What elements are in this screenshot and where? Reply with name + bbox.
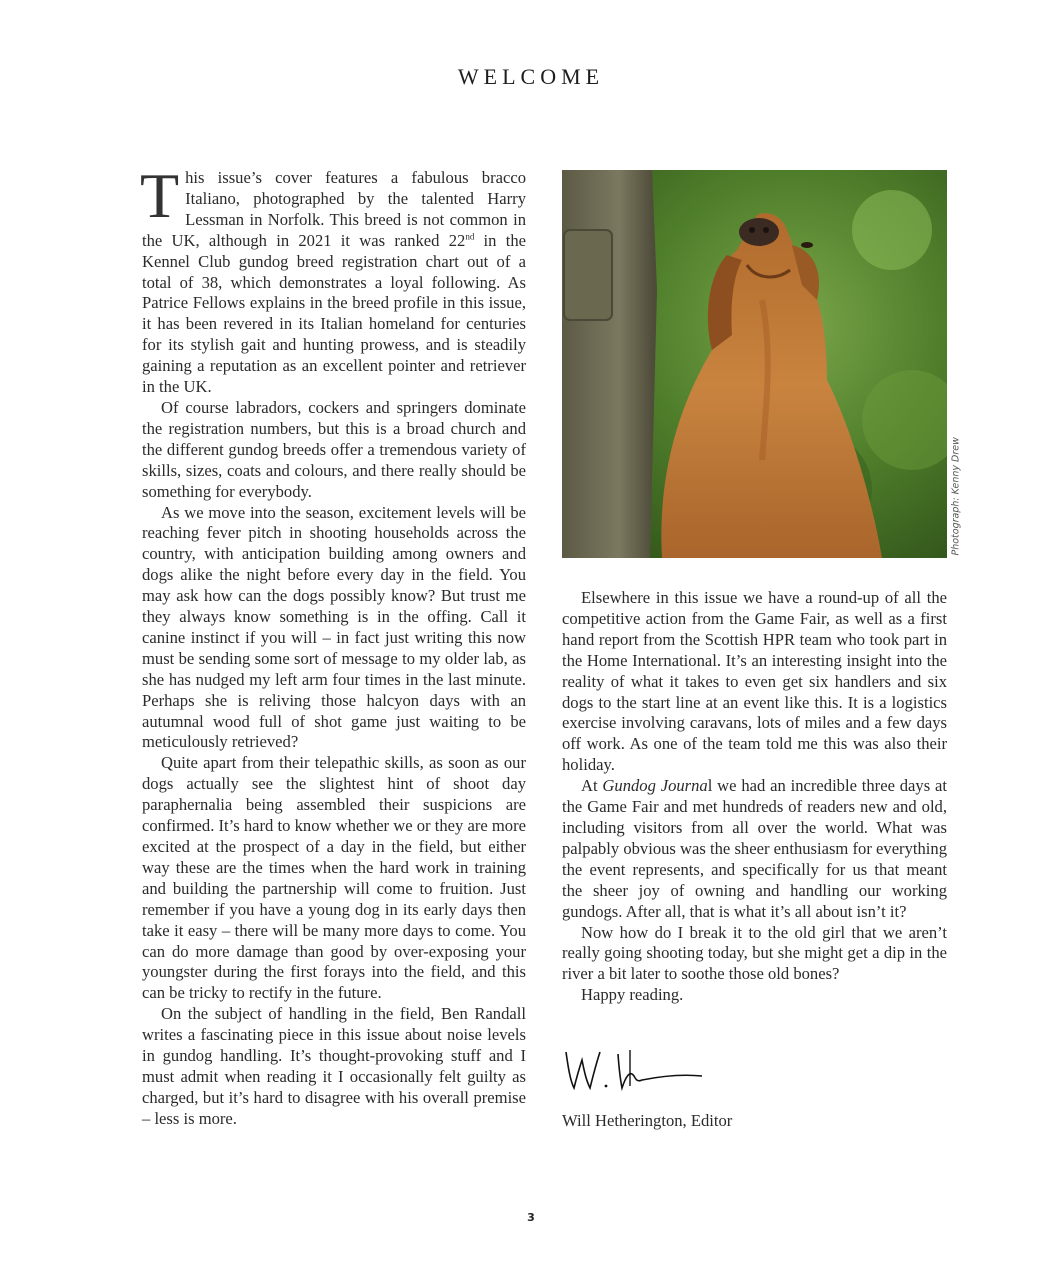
drop-cap: T [140, 160, 180, 231]
handwritten-signature [562, 1046, 707, 1096]
editor-name: Will Hetherington, Editor [562, 1111, 733, 1130]
photo-credit [946, 430, 966, 560]
dog-photo [562, 170, 947, 558]
intro-paragraph [140, 160, 526, 398]
paragraph: Now how do I break it to the old girl that we aren’t really going shooting today, but she might get a dip in the river a bit later to soothe those old bones? [562, 922, 947, 984]
paragraph: As we move into the season, excitement levels will be reaching fever pitch in shooting households across the country, with anticipation building among owners and dogs alike the night before every day in the field. You may ask how can the dogs possibly know? But trust me they always know something is in the offing. Call it canine instinct if you will – in fact just writing this now must be sending some sort of message to my older lab, as she has nudged my left arm four times in the last minute. Perhaps she is reliving those halcyon days with an autumnal wood full of shot game just waiting to be meticulously retrieved? [142, 502, 526, 752]
paragraph [562, 776, 947, 922]
paragraph: Quite apart from their telepathic skills, as soon as our dogs actually see the slightest hint of shoot day paraphernalia being assembled their suspicions are confirmed. It’s hard to know whether we or they are more excited at the prospect of a day in the field, but either way these are the times when the hard work in training and building the partnership will come to fruition. Just remember if you have a young dog in its early days then take it easy – there will be many more days to come. You can do more damage than good by over-exposing your youngster during the first forays into the field, and this can be tricky to rectify in the future. [142, 753, 526, 1003]
paragraph: On the subject of handling in the field, Ben Randall writes a fascinating piece in this issue about noise levels in gundog handling. It’s thought-provoking stuff and I must admit when reading it I occasionally felt guilty as charged, but it’s hard to disagree with his overall premise – less is more. [142, 1004, 526, 1128]
paragraph: Happy reading. [581, 985, 684, 1005]
intro-text-end: in the Kennel Club gundog breed registration chart out of a total of 38, which demonstrates a loyal following. As Patrice Fellows explains in the breed profile in this issue, it has been revered in its Italian homeland for centuries for its stylish gait and hunting prowess, and is steadily gaining a reputation as an excellent pointer and retriever in the UK. [142, 230, 526, 397]
publication-name: Gundog Journa [602, 776, 708, 796]
paragraph: Of course labradors, cockers and springers dominate the registration numbers, but this is a broad church and the different gundog breeds offer a tremendous variety of skills, sizes, coats and colours, and there really should be something for everybody. [142, 397, 526, 501]
intro-text: his issue’s cover features a fabulous bracco Italiano, photographed by the talented Harry Lessman in Norfolk. This breed is not common in the UK, although in 2021 it was ranked 22 [142, 168, 526, 250]
page-number: 3 [527, 1211, 535, 1224]
page-title: WELCOME [457, 64, 605, 89]
text-span: l we had an incredible three days at the Game Fair and met hundreds of readers new and old, including visitors from all over the world. What was palpably obvious was the sheer enthusiasm for everything the event represents, and specifically for us that meant the sheer joy of owning and handling our working gundogs. After all, that is what it’s all about isn’t it? [562, 776, 947, 921]
text-span: At [581, 776, 603, 796]
left-column [140, 160, 526, 1130]
ordinal-suffix: nd [465, 231, 475, 242]
photo-credit-text: Photograph: Kenny Drew [950, 437, 962, 556]
right-column [562, 588, 947, 1006]
paragraph: Elsewhere in this issue we have a round-up of all the competitive action from the Game Fair, as well as a first hand report from the Scottish HPR team who took part in the Home International. It’s an interesting insight into the reality of what it takes to even get six handlers and six dogs to the start line at an event like this. It is a logistics exercise involving caravans, lots of miles and a few days off work. As one of the team told me this was also their holiday. [562, 588, 947, 775]
dog-illustration [562, 170, 947, 558]
